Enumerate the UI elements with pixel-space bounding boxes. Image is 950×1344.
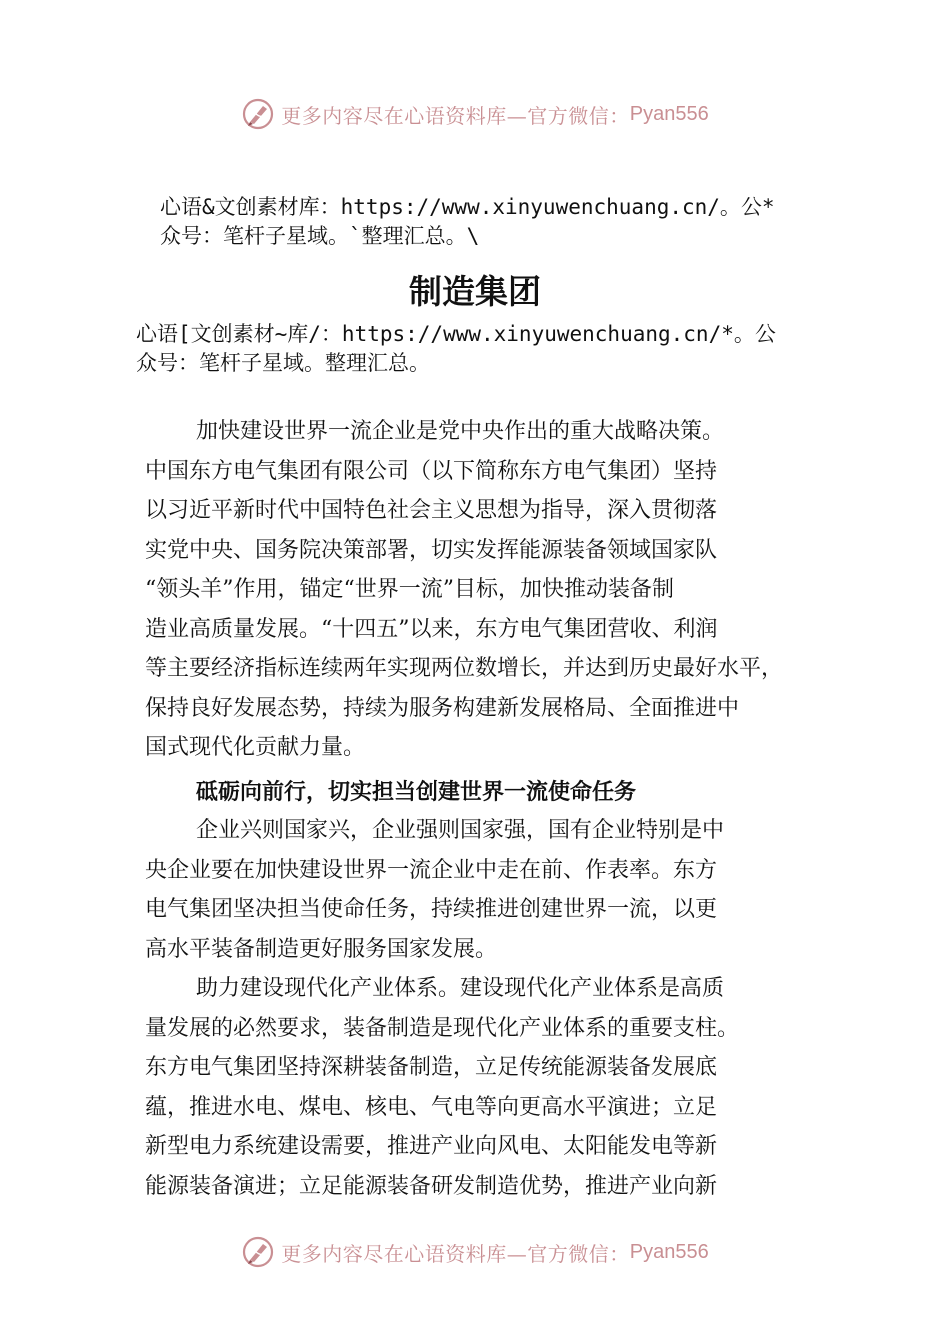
paragraph-line: 保持良好发展态势，持续为服务构建新发展格局、全面推进中 xyxy=(145,695,740,721)
header-watermark-banner xyxy=(0,92,950,136)
section-heading: 砥砺向前行，切实担当创建世界一流使命任务 xyxy=(196,780,637,805)
industry-paragraph xyxy=(145,969,845,1206)
paragraph-line: 高水平装备制造更好服务国家发展。 xyxy=(145,936,498,962)
source-note-line: 众号：笔杆子星域。`整理汇总。\ xyxy=(160,224,480,248)
paragraph-line: 助力建设现代化产业体系。建设现代化产业体系是高质 xyxy=(196,976,725,1001)
source-note-line: 众号：笔杆子星域。整理汇总。 xyxy=(136,351,430,375)
paragraph-line: 电气集团坚决担当使命任务，持续推进创建世界一流，以更 xyxy=(145,897,718,922)
paragraph-line: 加快建设世界一流企业是党中央作出的重大战略决策。 xyxy=(196,419,725,444)
paragraph-line: 等主要经济指标连续两年实现两位数增长，并达到历史最好水平， xyxy=(145,656,784,681)
paragraph-line: 以习近平新时代中国特色社会主义思想为指导，深入贯彻落 xyxy=(145,498,718,523)
paragraph-line: 蕴，推进水电、煤电、核电、气电等向更高水平演进；立足 xyxy=(145,1094,718,1120)
paragraph-line: 量发展的必然要求，装备制造是现代化产业体系的重要支柱。 xyxy=(145,1015,740,1041)
paragraph-line: “领头羊”作用，锚定“世界一流”目标，加快推动装备制 xyxy=(145,577,674,602)
paragraph-line: 新型电力系统建设需要，推进产业向风电、太阳能发电等新 xyxy=(145,1134,718,1159)
banner-wechat-id: Pyan556 xyxy=(629,1240,709,1263)
pen-logo-icon xyxy=(241,97,275,131)
paragraph-line: 国式现代化贡献力量。 xyxy=(145,735,366,760)
source-note-first xyxy=(160,193,775,251)
source-note-line: 心语[文创素材~库/：https://www.xinyuwenchuang.cn/*。公 xyxy=(136,322,776,346)
intro-paragraph xyxy=(145,412,845,768)
banner-wechat-id: Pyan556 xyxy=(629,102,709,125)
source-note-second xyxy=(136,320,776,378)
paragraph-line: 企业兴则国家兴，企业强则国家强，国有企业特别是中 xyxy=(196,818,725,843)
pen-logo-icon xyxy=(241,1235,275,1269)
paragraph-line: 实党中央、国务院决策部署，切实发挥能源装备领域国家队 xyxy=(145,537,718,563)
source-note-line: 心语&文创素材库：https://www.xinyuwenchuang.cn/。公* xyxy=(160,195,775,219)
paragraph-line: 能源装备演进；立足能源装备研发制造优势，推进产业向新 xyxy=(145,1173,718,1199)
paragraph-line: 东方电气集团坚持深耕装备制造，立足传统能源装备发展底 xyxy=(145,1055,718,1080)
paragraph-line: 央企业要在加快建设世界一流企业中走在前、作表率。东方 xyxy=(145,857,718,883)
paragraph-line: 中国东方电气集团有限公司（以下简称东方电气集团）坚持 xyxy=(145,458,718,484)
section-paragraph xyxy=(145,811,845,969)
footer-watermark-banner xyxy=(0,1230,950,1274)
paragraph-line: 造业高质量发展。“十四五”以来，东方电气集团营收、利润 xyxy=(145,616,718,642)
page-title: 制造集团 xyxy=(409,272,541,311)
banner-text: 更多内容尽在心语资料库—官方微信： xyxy=(281,1241,630,1266)
banner-text: 更多内容尽在心语资料库—官方微信： xyxy=(281,103,630,128)
